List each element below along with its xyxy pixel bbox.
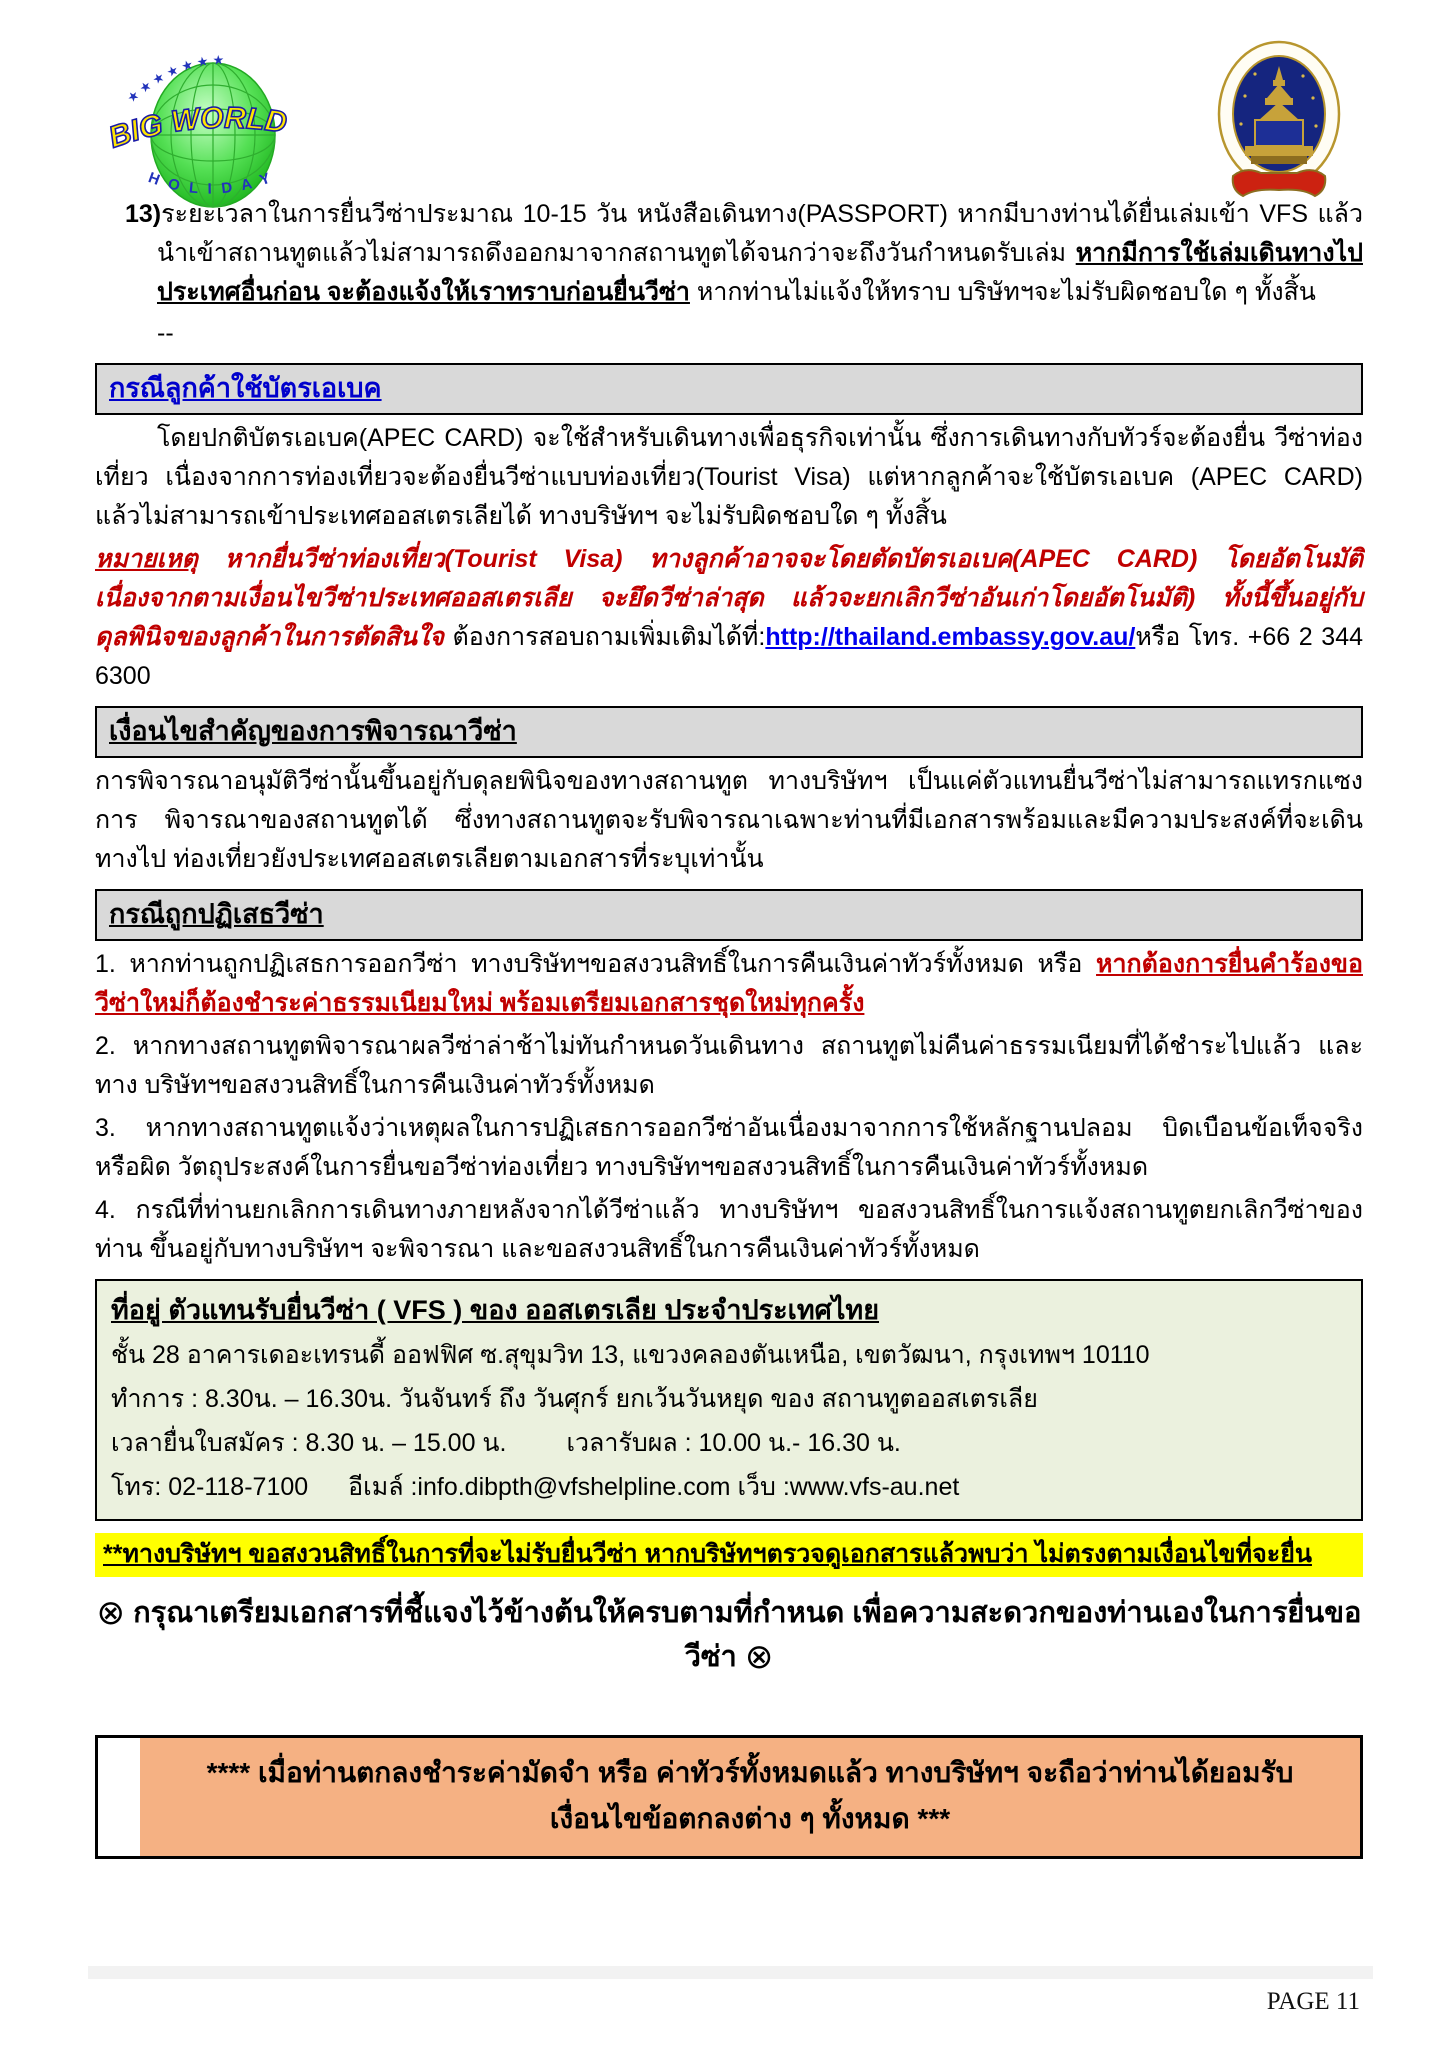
clause-13-tail: หากท่านไม่แจ้งให้ทราบ บริษัทฯจะไม่รับผิดชอบใด ๆ ทั้งสิ้น <box>689 278 1316 306</box>
vfs-address-box <box>95 1279 1363 1521</box>
agreement-line-2: เงื่อนไขข้อตกลงต่าง ๆ ทั้งหมด *** <box>549 1803 951 1834</box>
clause-13-number: 13) <box>125 200 162 228</box>
rejection-item-1 <box>95 945 1363 1023</box>
rejection-item-2: 2. หากทางสถานทูตพิจารณาผลวีซ่าล่าช้าไม่ทันกำหนดวันเดินทาง สถานทูตไม่คืนค่าธรรมเนียมที่ได้ชำระไปแล้ว และทาง บริษัทฯขอสงวนสิทธิ์ในการคืนเงินค่าทัวร์ทั้งหมด <box>95 1032 1363 1099</box>
document-content <box>95 195 1363 1859</box>
dashes-line: -- <box>157 319 174 347</box>
apec-paragraph: โดยปกติบัตรเอเบค(APEC CARD) จะใช้สำหรับเดินทางเพื่อธุรกิจเท่านั้น ซึ่งการเดินทางกับทัวร์จะต้องยื่น วีซ่าท่องเที่ยว เนื่องจากการท่องเที่ยวจะต้องยื่นวีซ่าแบบท่องเที่ยว(Tourist Visa) แต่หากลูกค้าจะใช้บัตรเอเบค (APEC CARD) แล้วไม่สามารถเข้าประเทศออสเตรเลียได้ ทางบริษัทฯ จะไม่รับผิดชอบใด ๆ ทั้งสิ้น <box>95 424 1363 530</box>
rejection-item-1-emphasis: หากต้องการยื่นคำร้องขอวีซ่าใหม่ก็ต้องชำระค่าธรรมเนียมใหม่ พร้อมเตรียมเอกสารชุดใหม่ทุกครั้ง <box>95 950 1363 1017</box>
vfs-contacts <box>111 1465 1347 1509</box>
section-header-visa-conditions <box>95 706 1363 758</box>
visa-conditions-paragraph: การพิจารณาอนุมัติวีซ่านั้นขึ้นอยู่กับดุลยพินิจของทางสถานทูต ทางบริษัทฯ เป็นแค่ตัวแทนยื่นวีซ่าไม่สามารถแทรกแซงการ พิจารณาของสถานทูตได้ ซึ่งทางสถานทูตจะรับพิจารณาเฉพาะท่านที่มีเอกสารพร้อมและมีความประสงค์ที่จะเดินทางไป ท่องเที่ยวยังประเทศออสเตรเลียตามเอกสารที่ระบุเท่านั้น <box>95 767 1363 873</box>
circled-cross-icon-left: ⊗ <box>96 1594 126 1632</box>
vfs-web: www.vfs-au.net <box>789 1473 960 1501</box>
clause-13 <box>95 195 1363 312</box>
clause-13-text: ระยะเวลาในการยื่นวีซ่าประมาณ 10-15 วัน หนังสือเดินทาง(PASSPORT) หากมีบางท่านได้ยื่นเล่มเข้า VFS แล้ว นำเข้าสถานทูตแล้วไม่สามารถดึงออกมาจากสถานทูตได้จนกว่าจะถึงวันกำหนดรับเล่ม <box>157 200 1363 267</box>
vfs-phone: โทร: 02-118-7100 <box>111 1473 309 1501</box>
vfs-result-time: เวลารับผล : 10.00 น.- 16.30 น. <box>566 1429 901 1457</box>
logo-text-big-world: BIG WORLD <box>104 101 289 155</box>
agreement-box-body <box>140 1738 1360 1856</box>
page-number: PAGE 11 <box>1266 1988 1360 2015</box>
circled-cross-icon-right: ⊗ <box>744 1638 774 1676</box>
section-header-visa-rejection-label: กรณีถูกปฏิเสธวีซ่า <box>109 899 324 929</box>
vfs-email: info.dibpth@vfshelpline.com <box>417 1473 731 1501</box>
reminder-text: กรุณาเตรียมเอกสารที่ชี้แจงไว้ข้างต้นให้ครบตามที่กำหนด เพื่อความสะดวกของท่านเองในการยื่นขอวีซ่า <box>125 1597 1362 1673</box>
section-header-visa-conditions-label: เงื่อนไขสำคัญของการพิจารณาวีซ่า <box>109 716 517 746</box>
document-reminder-line <box>95 1591 1363 1679</box>
vfs-email-label: อีเมล์ : <box>348 1473 418 1501</box>
ribbon-icon <box>1233 170 1326 196</box>
stars-arc-icon: ★ ★ ★ ★ ★ ★ ★ <box>123 52 225 106</box>
vfs-web-label: เว็บ : <box>737 1473 790 1501</box>
vfs-box-title: ที่อยู่ ตัวแทนรับยื่นวีซ่า ( VFS ) ของ ออสเตรเลีย ประจำประเทศไทย <box>111 1295 880 1325</box>
rejection-item-4: 4. กรณีที่ท่านยกเลิกการเดินทางภายหลังจากได้วีซ่าแล้ว ทางบริษัทฯ ขอสงวนสิทธิ์ในการแจ้งสถานทูตยกเลิกวีซ่าของท่าน ขึ้นอยู่กับทางบริษัทฯ จะพิจารณา และขอสงวนสิทธิ์ในการคืนเงินค่าทัวร์ทั้งหมด <box>95 1196 1363 1263</box>
section-header-visa-rejection <box>95 889 1363 941</box>
agreement-box-left-strip <box>98 1738 140 1856</box>
note-label: หมายเหตุ <box>95 545 198 573</box>
note-black-text: ต้องการสอบถามเพิ่มเติมได้ที่: <box>452 623 766 651</box>
big-world-holiday-logo <box>95 40 330 210</box>
agreement-acceptance-box <box>95 1735 1363 1859</box>
note-phone-text: หรือ โทร. +66 2 344 6300 <box>95 623 1363 690</box>
logo-text-holiday: H O L I D A Y <box>145 168 276 198</box>
section-header-apec-card <box>95 363 1363 415</box>
vfs-apply-time: เวลายื่นใบสมัคร : 8.30 น. – 15.00 น. <box>111 1429 507 1457</box>
footer-divider-bar <box>88 1966 1373 1979</box>
page-header <box>0 0 1448 198</box>
embassy-link[interactable]: http://thailand.embassy.gov.au/ <box>765 623 1136 651</box>
vfs-hours: ทำการ : 8.30น. – 16.30น. วันจันทร์ ถึง วันศุกร์ ยกเว้นวันหยุด ของ สถานทูตออสเตรเลีย <box>111 1385 1038 1413</box>
section-header-apec-card-label: กรณีลูกค้าใช้บัตรเอเบค <box>109 373 382 403</box>
note-red-text: หากยื่นวีซ่าท่องเที่ยว(Tourist Visa) ทางลูกค้าอาจจะโดยตัดบัตรเอเบค(APEC CARD) โดยอัตโนมัติ เนื่องจากตามเงื่อนไขวีซ่าประเทศออสเตรเลีย จะยึดวีซ่าล่าสุด แล้วจะยกเลิกวีซ่าอันเก่าโดยอัตโนมัติ) ทั้งนี้ขึ้นอยู่กับดุลพินิจของลูกค้าในการตัดสินใจ <box>95 545 1363 651</box>
agreement-line-1: **** เมื่อท่านตกลงชำระค่ามัดจำ หรือ ค่าทัวร์ทั้งหมดแล้ว ทางบริษัทฯ จะถือว่าท่านได้ยอมรับ <box>206 1757 1294 1788</box>
rejection-item-1-text: 1. หากท่านถูกปฏิเสธการออกวีซ่า ทางบริษัทฯขอสงวนสิทธิ์ในการคืนเงินค่าทัวร์ทั้งหมด หรือ <box>95 950 1097 978</box>
rejection-item-3: 3. หากทางสถานทูตแจ้งว่าเหตุผลในการปฏิเสธการออกวีซ่าอันเนื่องมาจากการใช้หลักฐานปลอม บิดเบือนข้อเท็จจริง หรือผิด วัตถุประสงค์ในการยื่นขอวีซ่าท่องเที่ยว ทางบริษัทฯขอสงวนสิทธิ์ในการคืนเงินค่าทัวร์ทั้งหมด <box>95 1114 1363 1181</box>
clause-13-emphasis: หากมีการใช้เล่มเดินทางไปประเทศอื่นก่อน จะต้องแจ้งให้เราทราบก่อนยื่นวีซ่า <box>157 239 1363 306</box>
apec-note <box>95 540 1363 696</box>
society-emblem-icon <box>1215 40 1343 202</box>
vfs-times <box>111 1421 1347 1465</box>
yellow-highlight-text: **ทางบริษัทฯ ขอสงวนสิทธิ์ในการที่จะไม่รับยื่นวีซ่า หากบริษัทฯตรวจดูเอกสารแล้วพบว่า ไม่ตรงตามเงื่อนไขที่จะยื่น <box>103 1540 1312 1568</box>
vfs-address: ชั้น 28 อาคารเดอะเทรนดี้ ออฟฟิศ ซ.สุขุมวิท 13, แขวงคลองตันเหนือ, เขตวัฒนา, กรุงเทพฯ 10110 <box>111 1341 1150 1369</box>
yellow-highlight-notice <box>95 1533 1363 1577</box>
